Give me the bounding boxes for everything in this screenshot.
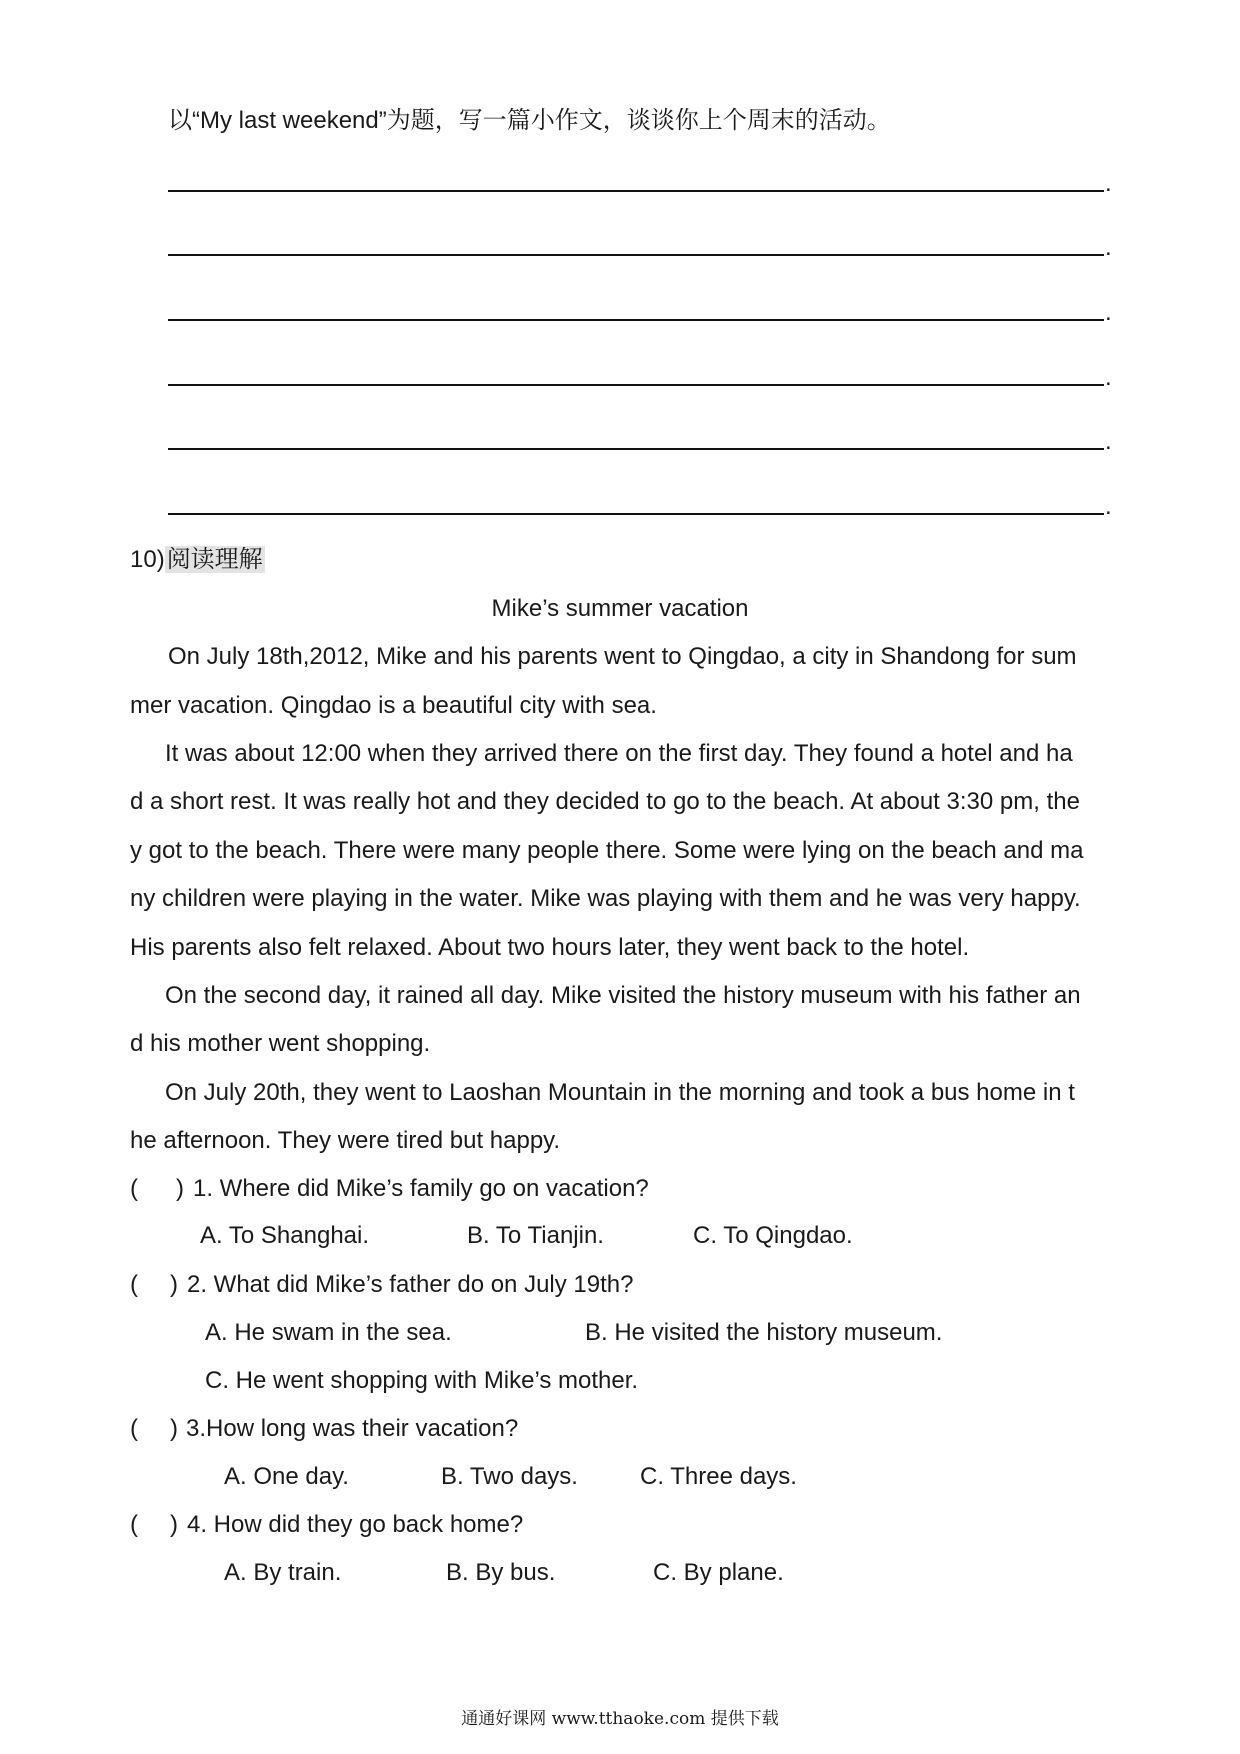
option-a: A. By train. bbox=[224, 1559, 342, 1586]
answer-blank[interactable] bbox=[146, 1508, 170, 1540]
writing-line[interactable] bbox=[168, 319, 1104, 321]
option-b: B. He visited the history museum. bbox=[585, 1319, 943, 1346]
line-end-mark: . bbox=[1105, 493, 1112, 520]
answer-paren-close: ) bbox=[170, 1415, 178, 1442]
answer-paren-close: ) bbox=[170, 1271, 178, 1298]
writing-line[interactable] bbox=[168, 190, 1104, 192]
writing-line[interactable] bbox=[168, 384, 1104, 386]
section-heading bbox=[130, 545, 265, 575]
line-end-mark: . bbox=[1105, 428, 1112, 455]
answer-blank[interactable] bbox=[146, 1268, 170, 1300]
answer-paren-close: ) bbox=[170, 1511, 178, 1538]
question-stem: 3.How long was their vacation? bbox=[186, 1415, 519, 1442]
writing-line[interactable] bbox=[168, 254, 1104, 256]
answer-paren-open: ( bbox=[130, 1175, 138, 1202]
passage-line: On July 18th,2012, Mike and his parents went to Qingdao, a city in Shandong for sum bbox=[168, 643, 1077, 670]
passage-line: It was about 12:00 when they arrived there on the first day. They found a hotel and ha bbox=[165, 740, 1073, 767]
writing-line[interactable] bbox=[168, 513, 1104, 515]
writing-prompt: 以“My last weekend”为题，写一篇小作文，谈谈你上个周末的活动。 bbox=[168, 107, 891, 134]
option-a: A. He swam in the sea. bbox=[205, 1319, 452, 1346]
answer-blank[interactable] bbox=[146, 1412, 170, 1444]
section-label: 阅读理解 bbox=[166, 546, 263, 573]
passage-line: mer vacation. Qingdao is a beautiful city with sea. bbox=[130, 692, 657, 719]
option-a: A. To Shanghai. bbox=[200, 1222, 370, 1249]
option-b: B. To Tianjin. bbox=[467, 1222, 604, 1249]
question-stem: 4. How did they go back home? bbox=[187, 1511, 524, 1538]
option-c: C. To Qingdao. bbox=[693, 1222, 853, 1249]
option-c: C. Three days. bbox=[640, 1463, 797, 1490]
passage-line: he afternoon. They were tired but happy. bbox=[130, 1127, 561, 1154]
passage-line: d his mother went shopping. bbox=[130, 1030, 431, 1057]
option-c: C. He went shopping with Mike’s mother. bbox=[205, 1367, 639, 1394]
page-footer: 通通好课网 www.tthaoke.com 提供下载 bbox=[461, 1709, 779, 1729]
question-stem: 2. What did Mike’s father do on July 19th? bbox=[187, 1271, 634, 1298]
line-end-mark: . bbox=[1105, 364, 1112, 391]
passage-title: Mike’s summer vacation bbox=[491, 595, 749, 622]
passage-line: His parents also felt relaxed. About two hours later, they went back to the hotel. bbox=[130, 934, 970, 961]
answer-blank[interactable] bbox=[146, 1172, 176, 1204]
answer-paren-open: ( bbox=[130, 1511, 138, 1538]
passage-line: On the second day, it rained all day. Mike visited the history museum with his father an bbox=[165, 982, 1081, 1009]
writing-line[interactable] bbox=[168, 448, 1104, 450]
answer-paren-open: ( bbox=[130, 1271, 138, 1298]
line-end-mark: . bbox=[1105, 234, 1112, 261]
answer-paren-close: ) bbox=[176, 1175, 184, 1202]
passage-line: y got to the beach. There were many people there. Some were lying on the beach and ma bbox=[130, 837, 1084, 864]
option-c: C. By plane. bbox=[653, 1559, 784, 1586]
line-end-mark: . bbox=[1105, 299, 1112, 326]
passage-line: ny children were playing in the water. Mike was playing with them and he was very happy. bbox=[130, 885, 1081, 912]
question-stem: 1. Where did Mike’s family go on vacation? bbox=[193, 1175, 649, 1202]
option-b: B. By bus. bbox=[446, 1559, 556, 1586]
section-number: 10) bbox=[130, 546, 165, 573]
answer-paren-open: ( bbox=[130, 1415, 138, 1442]
option-a: A. One day. bbox=[224, 1463, 349, 1490]
option-b: B. Two days. bbox=[441, 1463, 578, 1490]
line-end-mark: . bbox=[1105, 170, 1112, 197]
passage-line: On July 20th, they went to Laoshan Mountain in the morning and took a bus home in t bbox=[165, 1079, 1075, 1106]
passage-line: d a short rest. It was really hot and they decided to go to the beach. At about 3:30 pm, the bbox=[130, 788, 1080, 815]
